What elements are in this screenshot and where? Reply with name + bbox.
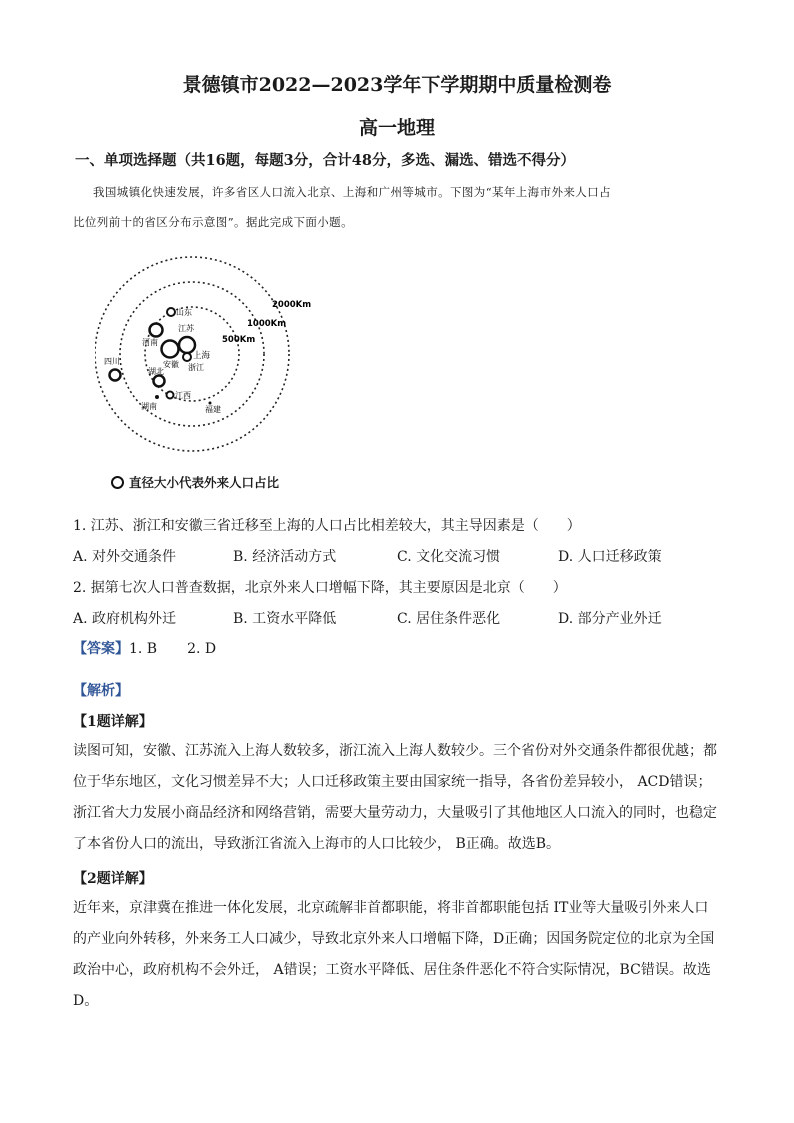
- answer-line: [73, 638, 216, 658]
- bubble-hunan: [155, 395, 159, 399]
- label-zhejiang: 浙江: [188, 363, 204, 372]
- detail-2-line: 近年来，京津冀在推进一体化发展，北京疏解非首都职能，将非首都职能包括 IT业等大量吸引外来人口: [73, 900, 709, 916]
- detail-2-line: 的产业向外转移，外来务工人口减少，导致北京外来人口增幅下降，D正确；因国务院定位的北京为全国: [73, 931, 715, 947]
- detail-1-body: [73, 736, 721, 860]
- label-shanghai: 上海: [193, 351, 211, 361]
- bubble-zhejiang: [183, 353, 191, 361]
- detail-2-line: 政治中心，政府机构不会外迁， A错误；工资水平降低、居住条件恶化不符合实际情况，BC错误。故选: [73, 962, 711, 978]
- detail-2-heading: 【2题详解】: [73, 871, 153, 887]
- section-heading: 一、单项选择题（共16题，每题3分，合计48分，多选、漏选、错选不得分）: [75, 152, 575, 169]
- q2-option-b[interactable]: B. 工资水平降低: [233, 611, 337, 627]
- q2-option-c[interactable]: C. 居住条件恶化: [397, 611, 501, 627]
- detail-1-line: 读图可知，安徽、江苏流入上海人数较多，浙江流入上海人数较少。三个省份对外交通条件都很优越；都: [73, 743, 717, 759]
- figure-legend: [111, 473, 279, 491]
- legend-text: 直径大小代表外来人口占比: [129, 475, 280, 490]
- detail-2-line: D。: [73, 993, 99, 1009]
- q2-option-d[interactable]: D. 部分产业外迁: [558, 611, 662, 627]
- detail-1-line: 位于华东地区，文化习惯差异不大；人口迁移政策主要由国家统一指导，各省份差异较小， ACD错误；: [73, 774, 712, 790]
- label-hubei: 湖北: [148, 367, 164, 376]
- label-henan: 河南: [142, 338, 158, 347]
- q2-option-a[interactable]: A. 政府机构外迁: [73, 611, 177, 627]
- label-jiangsu: 江苏: [178, 324, 194, 333]
- label-fujian: 福建: [205, 405, 221, 414]
- question-1-stem: 1. 江苏、浙江和安徽三省迁移至上海的人口占比相差较大，其主导因素是（ ）: [73, 518, 581, 534]
- answer-q2: 2. D: [187, 641, 217, 657]
- bubble-sichuan: [110, 370, 121, 381]
- question-2-stem: 2. 据第七次人口普查数据，北京外来人口增幅下降，其主要原因是北京（ ）: [73, 580, 567, 596]
- exam-subtitle: 高一地理: [358, 117, 435, 139]
- label-hunan: 湖南: [141, 402, 157, 411]
- detail-1-line: 浙江省大力发展小商品经济和网络营销，需要大量劳动力，大量吸引了其他地区人口流入的同时，也稳定: [73, 805, 717, 821]
- bubble-shandong: [167, 308, 175, 316]
- analysis-heading: 【解析】: [73, 683, 129, 699]
- bubble-henan: [150, 324, 163, 337]
- bubble-hubei: [154, 376, 165, 387]
- ring-label-1000km: 1000Km: [247, 319, 287, 329]
- detail-1-line: 了本省份人口的流出，导致浙江省流入上海市的人口比较少， B正确。故选B。: [73, 836, 561, 852]
- label-jiangxi: 江西: [175, 391, 191, 400]
- bubble-jiangxi: [167, 392, 174, 399]
- intro-line-2: 比位列前十的省区分布示意图”。据此完成下面小题。: [73, 215, 353, 229]
- bubble-anhui: [162, 341, 179, 358]
- intro-line-1: 我国城镇化快速发展，许多省区人口流入北京、上海和广州等城市。下图为“某年上海市外来人口占: [93, 185, 611, 199]
- distance-ring-map: [95, 247, 335, 462]
- q1-option-d[interactable]: D. 人口迁移政策: [558, 549, 662, 565]
- answer-q1: 1. B: [129, 641, 158, 657]
- label-sichuan: 四川: [104, 357, 120, 366]
- detail-1-heading: 【1题详解】: [73, 714, 153, 730]
- q1-option-b[interactable]: B. 经济活动方式: [233, 549, 337, 565]
- q1-option-c[interactable]: C. 文化交流习惯: [397, 549, 501, 565]
- ring-label-500km: 500Km: [222, 335, 256, 345]
- q1-option-a[interactable]: A. 对外交通条件: [73, 549, 177, 565]
- label-anhui: 安徽: [163, 360, 179, 369]
- legend-ring-icon: [111, 476, 124, 489]
- ring-2000km: [95, 257, 289, 451]
- answer-tag: 【答案】: [73, 641, 129, 657]
- label-shandong: 山东: [176, 308, 192, 317]
- exam-title: 景德镇市2022—2023学年下学期期中质量检测卷: [182, 74, 612, 96]
- detail-2-body: [73, 893, 721, 1017]
- ring-label-2000km: 2000Km: [272, 300, 312, 310]
